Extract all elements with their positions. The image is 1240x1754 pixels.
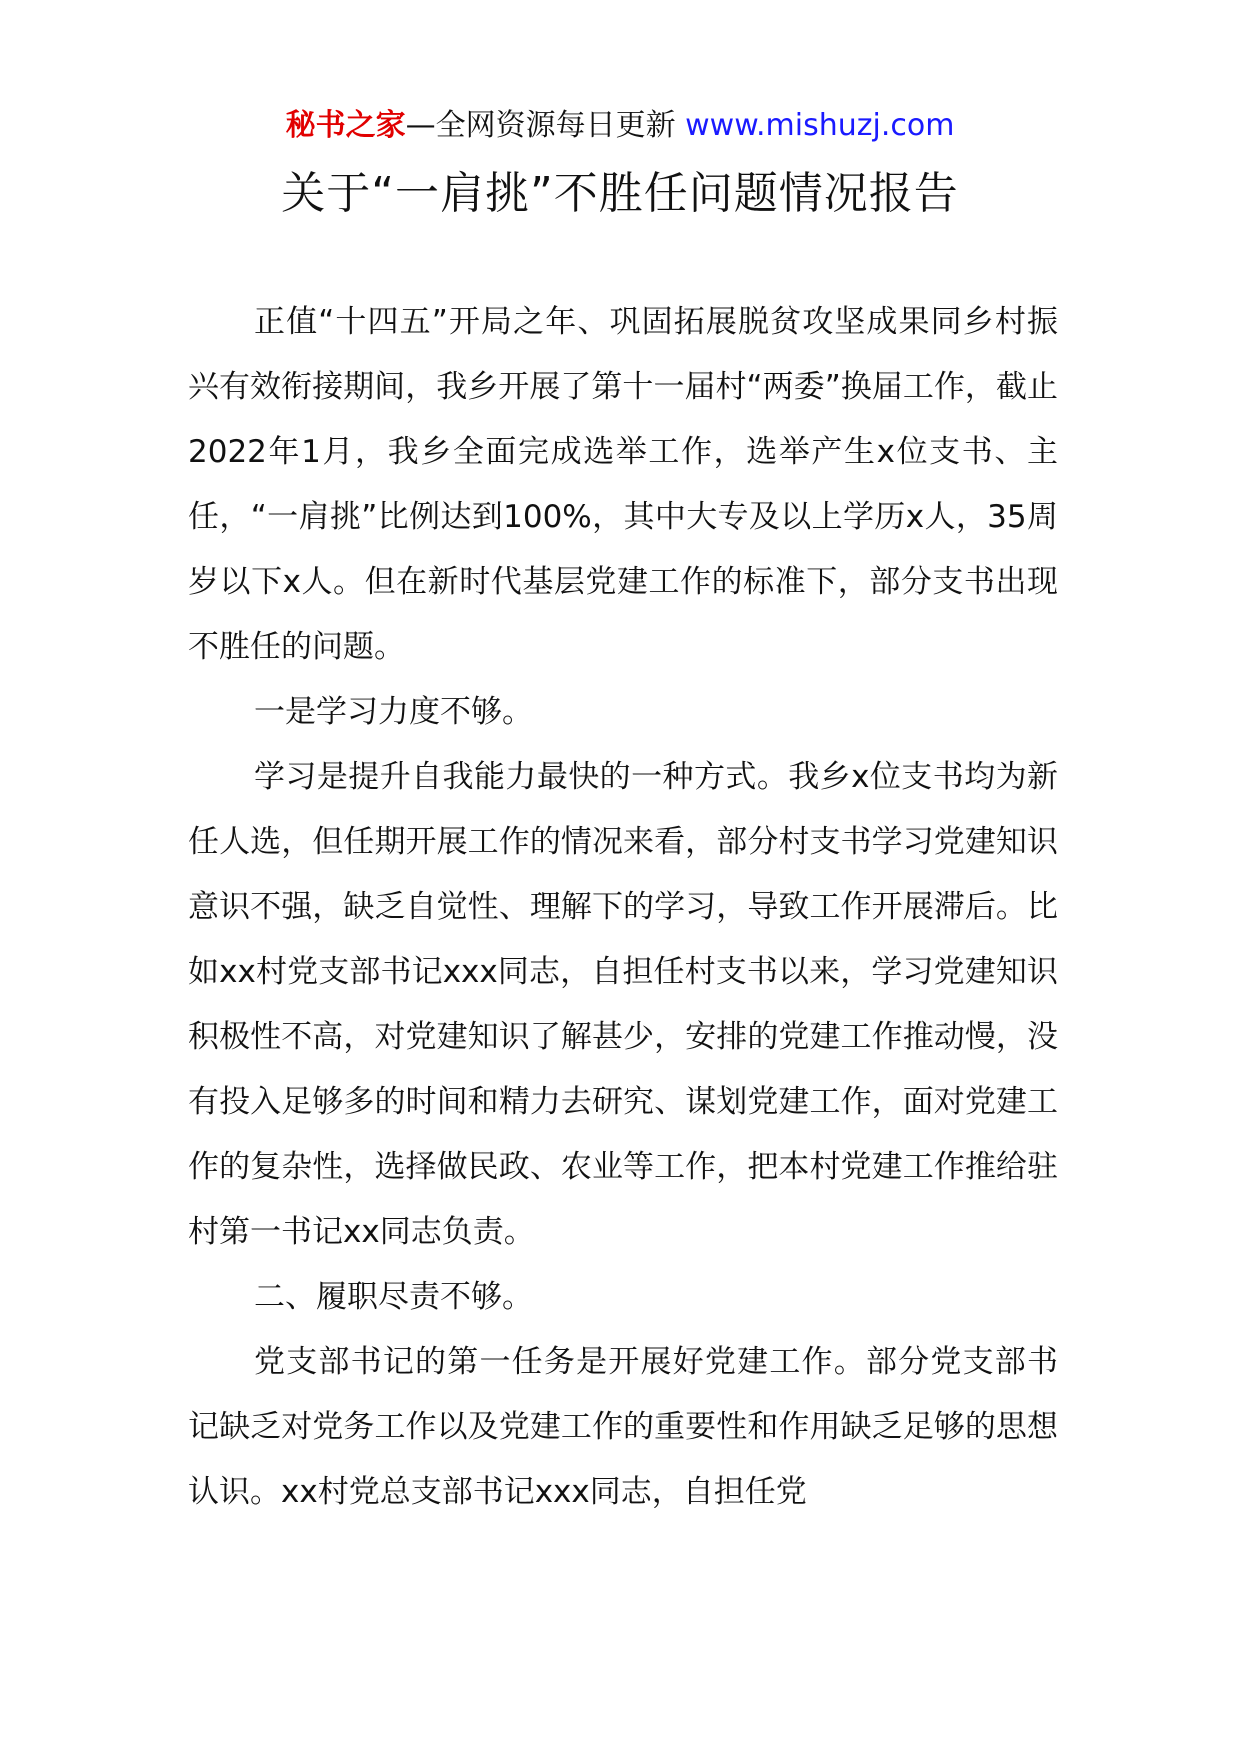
duty-paragraph: 党支部书记的第一任务是开展好党建工作。部分党支部书记缺乏对党务工作以及党建工作的重要性和作用缺乏足够的思想认识。xx村党总支部书记xxx同志，自担任党 — [188, 1344, 1058, 1510]
brand-name: 秘书之家 — [285, 108, 406, 143]
intro-paragraph: 正值“十四五”开局之年、巩固拓展脱贫攻坚成果同乡村振兴有效衔接期间，我乡开展了第十一届村“两委”换届工作，截止2022年1月，我乡全面完成选举工作，选举产生x位支书、主任，“一肩挑”比例达到100%，其中大专及以上学历x人，35周岁以下x人。但在新时代基层党建工作的标准下，部分支书出现不胜任的问题。 — [188, 304, 1058, 665]
study-paragraph: 学习是提升自我能力最快的一种方式。我乡x位支书均为新任人选，但任期开展工作的情况来看，部分村支书学习党建知识意识不强，缺乏自觉性、理解下的学习，导致工作开展滞后。比如xx村党支部书记xxx同志，自担任村支书以来，学习党建知识积极性不高，对党建知识了解甚少，安排的党建工作推动慢，没有投入足够多的时间和精力去研究、谋划党建工作，面对党建工作的复杂性，选择做民政、农业等工作，把本村党建工作推给驻村第一书记xx同志负责。 — [188, 759, 1058, 1250]
site-header — [0, 104, 1240, 148]
section-heading-study: 一是学习力度不够。 — [254, 694, 533, 730]
section-heading-duty: 二、履职尽责不够。 — [254, 1279, 533, 1315]
document-body — [188, 290, 1058, 1525]
header-tagline: —全网资源每日更新 — [405, 108, 676, 143]
site-url-link[interactable]: www.mishuzj.com — [685, 108, 955, 143]
document-title: 关于“一肩挑”不胜任问题情况报告 — [281, 168, 959, 219]
